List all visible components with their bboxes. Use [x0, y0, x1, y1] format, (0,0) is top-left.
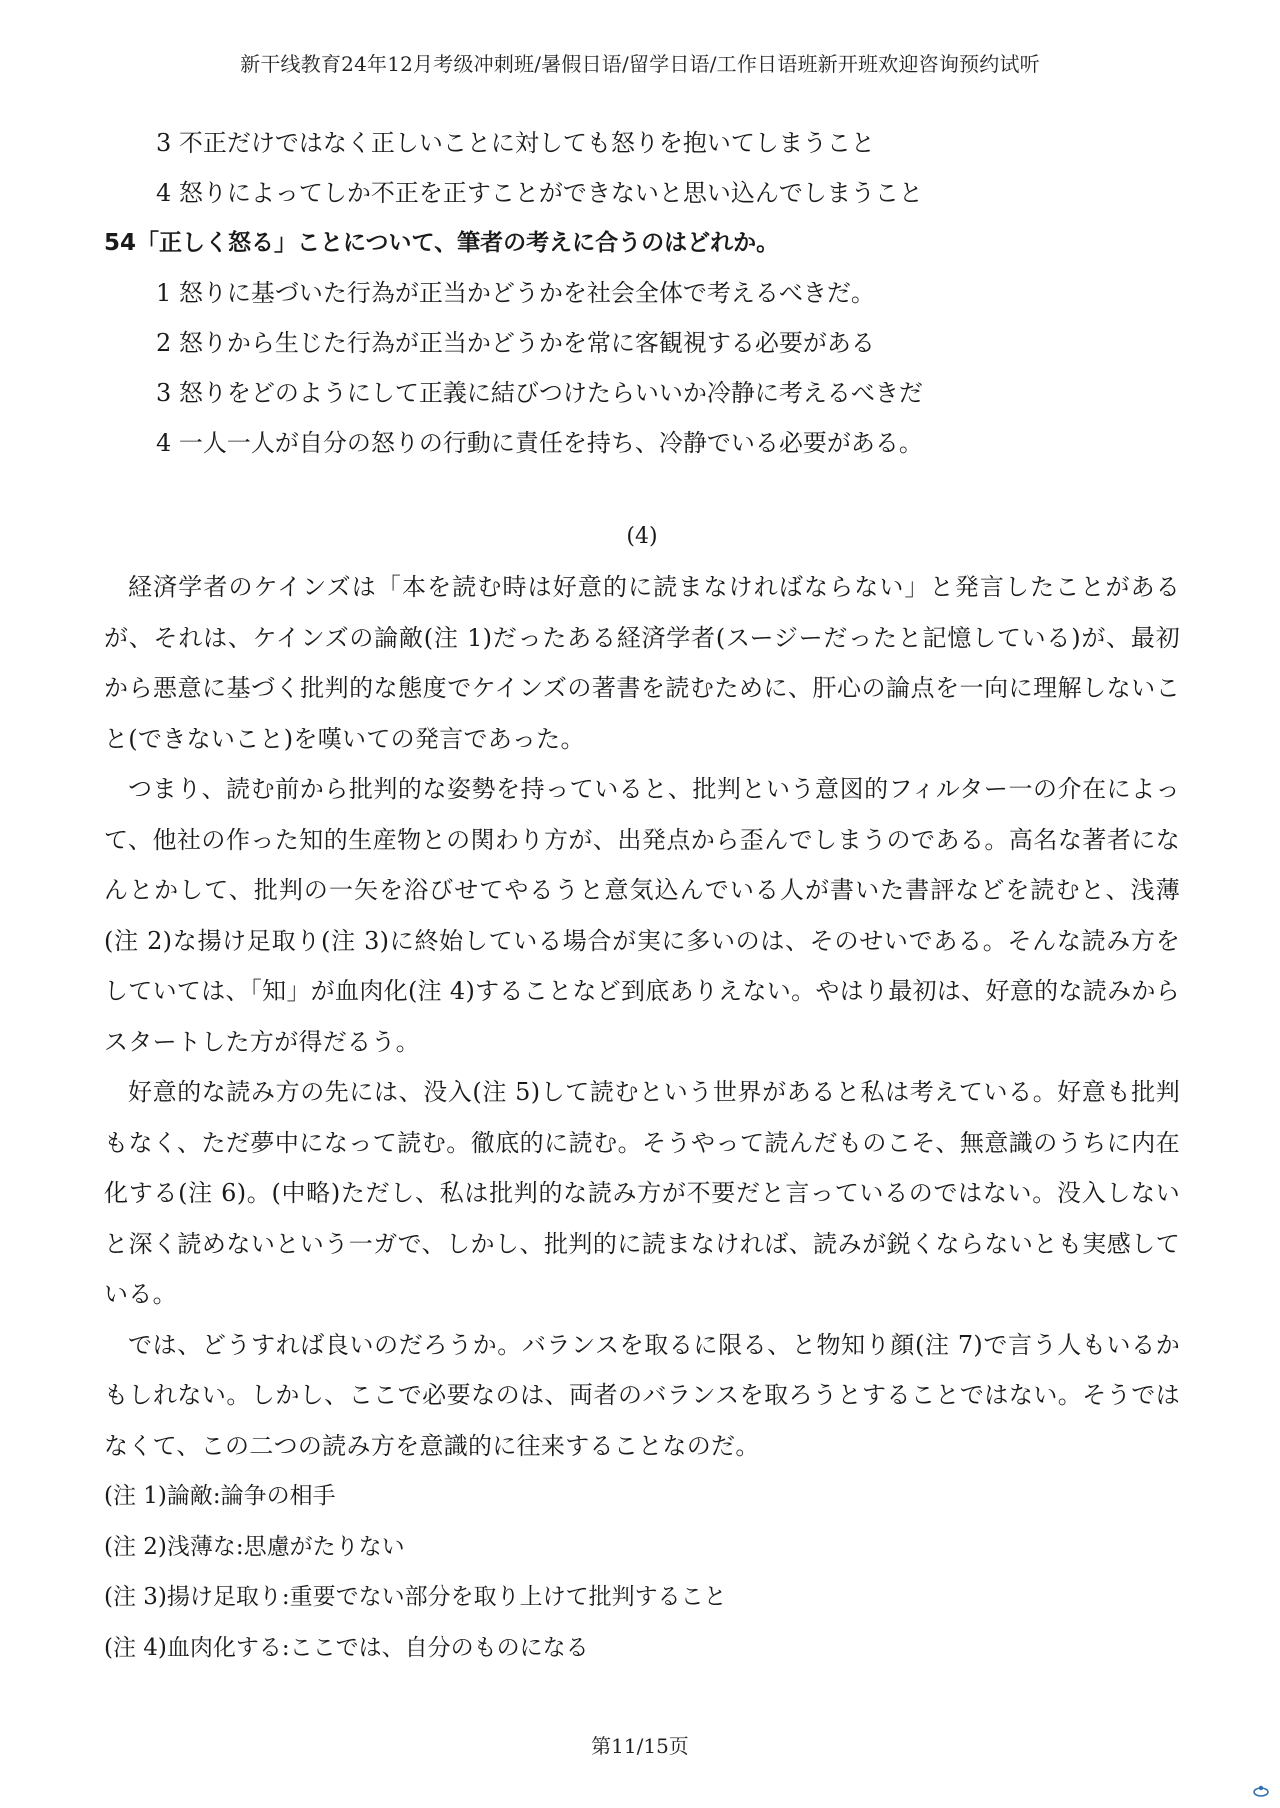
paragraph-1: 経済学者のケインズは「本を読む時は好意的に読まなければならない」と発言したことがあるが、それは、ケインズの論敵(注 1)だったある経済学者(スージーだったと記憶している)が、最初から悪意に基づく批判的な態度でケインズの著書を読むために、肝心の論点を一向に理解しないこと(できないこと)を嘆いての発言であった。 [104, 573, 1180, 753]
previous-option-4: 4 怒りによってしか不正を正すことができないと思い込んでしまうこと [156, 179, 923, 207]
note-2: (注 2)浅薄な:思慮がたりない [104, 1533, 405, 1560]
paragraph-4: では、どうすれば良いのだろうか。バランスを取るに限る、と物知り顔(注 7)で言う人もいるかもしれない。しかし、ここで必要なのは、両者のバランスを取ろうとすることではない。そうではなくて、この二つの読み方を意識的に往来することなのだ。 [104, 1330, 1180, 1460]
section-title: (4) [626, 524, 658, 549]
paragraph-3: 好意的な読み方の先には、没入(注 5)して読むという世界があると私は考えている。好意も批判もなく、ただ夢中になって読む。徹底的に読む。そうやって読んだものこそ、無意識のうちに内在化する(注 6)。(中略)ただし、私は批判的な読み方が不要だと言っているのではない。没入しないと深く読めないという一ガで、しかし、批判的に読まなければ、読みが鋭くならないとも実感している。 [104, 1078, 1180, 1308]
question-54: 54「正しく怒る」ことについて、筆者の考えに合うのはどれか。 [104, 230, 780, 256]
page-number: 第11/15页 [591, 1734, 689, 1758]
note-1: (注 1)論敵:論争の相手 [104, 1483, 336, 1509]
paragraph-2: つまり、読む前から批判的な姿勢を持っていると、批判という意図的フィルター一の介在によって、他社の作った知的生産物との関わり方が、出発点から歪んでしまうのである。高名な著者になんとかして、批判の一矢を浴びせてやるうと意気込んでいる人が書いた書評などを読むと、浅薄(注 2)な揚け足取り(注 3)に終始している場合が実に多いのは、そのせいである。そんな読み方をしていては、「知」が血肉化(注 4)することなど到底ありえない。やはり最初は、好意的な読みからスタートした方が得だるう。 [104, 775, 1180, 1056]
document-body [104, 118, 1180, 1673]
question-54-option-3: 3 怒りをどのようにして正義に結びつけたらいいか冷静に考えるべきだ [156, 379, 923, 407]
question-54-option-2: 2 怒りから生じた行為が正当かどうかを常に客観視する必要がある [156, 329, 875, 357]
question-54-option-1: 1 怒りに基づいた行為が正当かどうかを社会全体で考えるべきだ。 [156, 279, 875, 307]
page-header: 新干线教育24年12月考级冲刺班/暑假日语/留学日语/工作日语班新开班欢迎咨询预约试听 [240, 52, 1040, 76]
watermark-logo-icon [1252, 1782, 1270, 1800]
note-4: (注 4)血肉化する:ここでは、自分のものになる [104, 1634, 589, 1661]
previous-option-3: 3 不正だけではなく正しいことに対しても怒りを抱いてしまうこと [156, 129, 875, 157]
note-3: (注 3)揚け足取り:重要でない部分を取り上けて批判すること [104, 1584, 727, 1610]
question-54-option-4: 4 一人一人が自分の怒りの行動に責任を持ち、冷静でいる必要がある。 [156, 429, 923, 457]
